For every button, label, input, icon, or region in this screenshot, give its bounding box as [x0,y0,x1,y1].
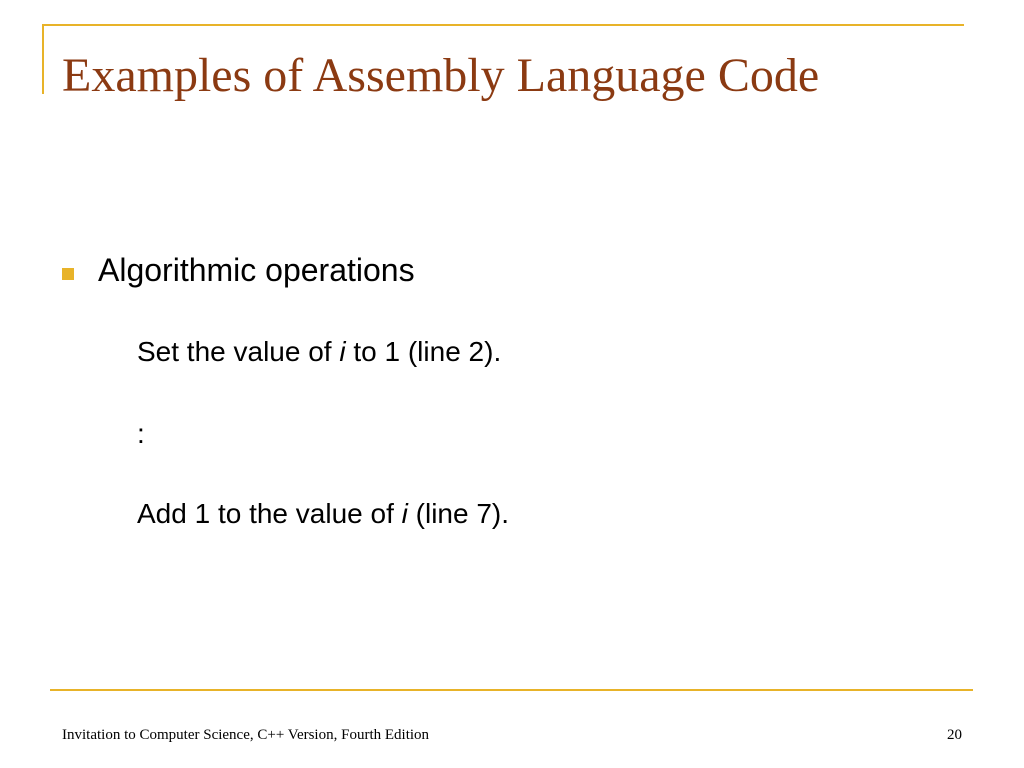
bullet-item [62,252,415,289]
footer-rule [50,689,973,691]
sub-line-text: to 1 (line 2). [345,336,502,367]
variable-name: i [339,336,346,367]
sub-line-text: Add 1 to the value of [137,498,402,529]
sub-line-text: Set the value of [137,336,340,367]
sub-line-text: (line 7). [407,498,510,529]
frame-left-rule [42,24,44,94]
sub-line-set-value [137,336,501,368]
bullet-text: Algorithmic operations [98,252,415,288]
page-number: 20 [947,727,962,743]
variable-name: i [401,498,408,529]
square-bullet-icon [62,268,74,280]
slide-title: Examples of Assembly Language Code [62,49,820,102]
sub-line-add-value [137,498,509,530]
footer-text: Invitation to Computer Science, C++ Version, Fourth Edition [62,727,430,743]
sub-line-ellipsis: : [137,418,145,449]
frame-top-rule [42,24,964,26]
